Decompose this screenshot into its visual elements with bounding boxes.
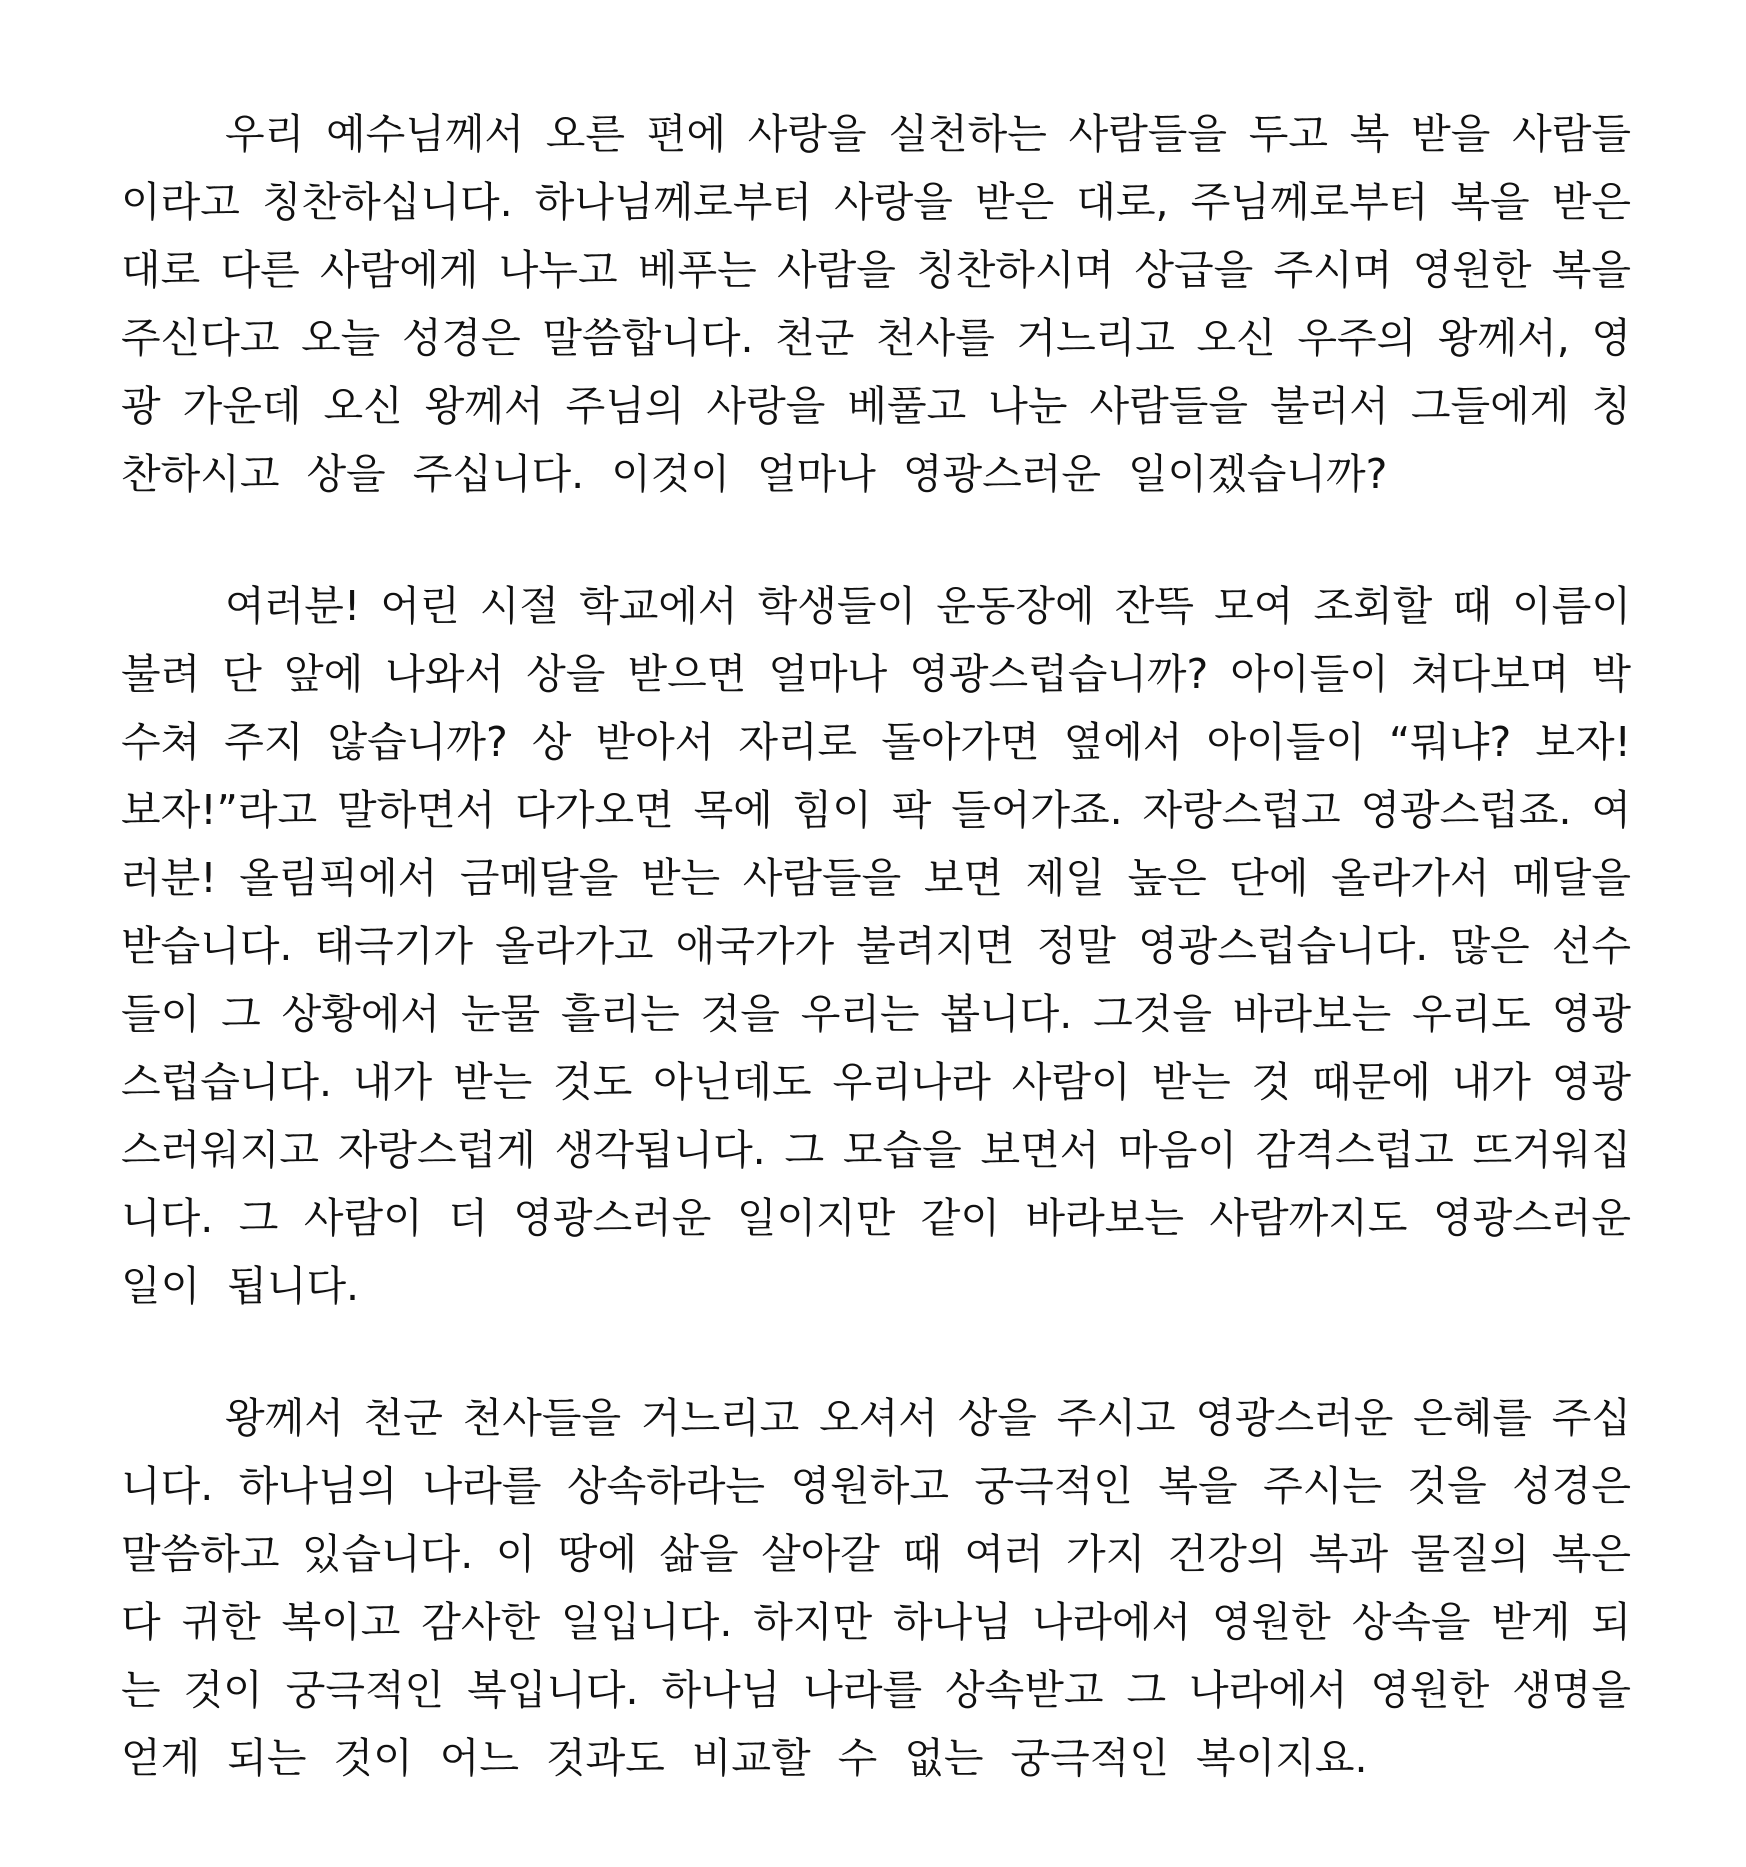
text-line: 스러워지고 자랑스럽게 생각됩니다. 그 모습을 보면서 마음이 감격스럽고 뜨거워집 — [121, 1126, 1631, 1174]
text-line: 는 것이 궁극적인 복입니다. 하나님 나라를 상속받고 그 나라에서 영원한 생명을 — [121, 1666, 1631, 1714]
text-line: 광 가운데 오신 왕께서 주님의 사랑을 베풀고 나눈 사람들을 불러서 그들에게 칭 — [121, 382, 1631, 430]
text-line: 다 귀한 복이고 감사한 일입니다. 하지만 하나님 나라에서 영원한 상속을 받게 되 — [121, 1598, 1631, 1646]
text-line: 스럽습니다. 내가 받는 것도 아닌데도 우리나라 사람이 받는 것 때문에 내가 영광 — [121, 1058, 1631, 1106]
document-page — [121, 100, 1631, 1856]
text-line: 들이 그 상황에서 눈물 흘리는 것을 우리는 봅니다. 그것을 바라보는 우리도 영광 — [121, 990, 1631, 1038]
text-line: 니다. 그 사람이 더 영광스러운 일이지만 같이 바라보는 사람까지도 영광스러운 — [121, 1194, 1631, 1242]
text-line: 왕께서 천군 천사들을 거느리고 오셔서 상을 주시고 영광스러운 은혜를 주십 — [225, 1394, 1631, 1442]
text-line: 니다. 하나님의 나라를 상속하라는 영원하고 궁극적인 복을 주시는 것을 성경은 — [121, 1462, 1631, 1510]
paragraph-1 — [121, 100, 1631, 508]
text-line: 말씀하고 있습니다. 이 땅에 삶을 살아갈 때 여러 가지 건강의 복과 물질의 복은 — [121, 1530, 1631, 1578]
text-line: 대로 다른 사람에게 나누고 베푸는 사람을 칭찬하시며 상급을 주시며 영원한 복을 — [121, 246, 1631, 294]
text-line: 얻게 되는 것이 어느 것과도 비교할 수 없는 궁극적인 복이지요. — [121, 1734, 1368, 1782]
text-line: 수쳐 주지 않습니까? 상 받아서 자리로 돌아가면 옆에서 아이들이 “뭐냐? 보자! — [121, 718, 1631, 766]
text-line: 받습니다. 태극기가 올라가고 애국가가 불려지면 정말 영광스럽습니다. 많은 선수 — [121, 922, 1631, 970]
text-line: 찬하시고 상을 주십니다. 이것이 얼마나 영광스러운 일이겠습니까? — [121, 450, 1388, 498]
text-line: 주신다고 오늘 성경은 말씀합니다. 천군 천사를 거느리고 오신 우주의 왕께서, 영 — [121, 314, 1631, 362]
text-line: 일이 됩니다. — [121, 1262, 360, 1310]
text-line: 이라고 칭찬하십니다. 하나님께로부터 사랑을 받은 대로, 주님께로부터 복을 받은 — [121, 178, 1631, 226]
text-line: 우리 예수님께서 오른 편에 사랑을 실천하는 사람들을 두고 복 받을 사람들 — [225, 110, 1631, 158]
text-line: 불려 단 앞에 나와서 상을 받으면 얼마나 영광스럽습니까? 아이들이 쳐다보며 박 — [121, 650, 1631, 698]
paragraph-2 — [121, 572, 1631, 1320]
text-line: 러분! 올림픽에서 금메달을 받는 사람들을 보면 제일 높은 단에 올라가서 메달을 — [121, 854, 1631, 902]
text-line: 보자!”라고 말하면서 다가오면 목에 힘이 팍 들어가죠. 자랑스럽고 영광스럽죠. 여 — [121, 786, 1631, 834]
paragraph-3 — [121, 1384, 1631, 1792]
text-line: 여러분! 어린 시절 학교에서 학생들이 운동장에 잔뜩 모여 조회할 때 이름이 — [225, 582, 1631, 630]
